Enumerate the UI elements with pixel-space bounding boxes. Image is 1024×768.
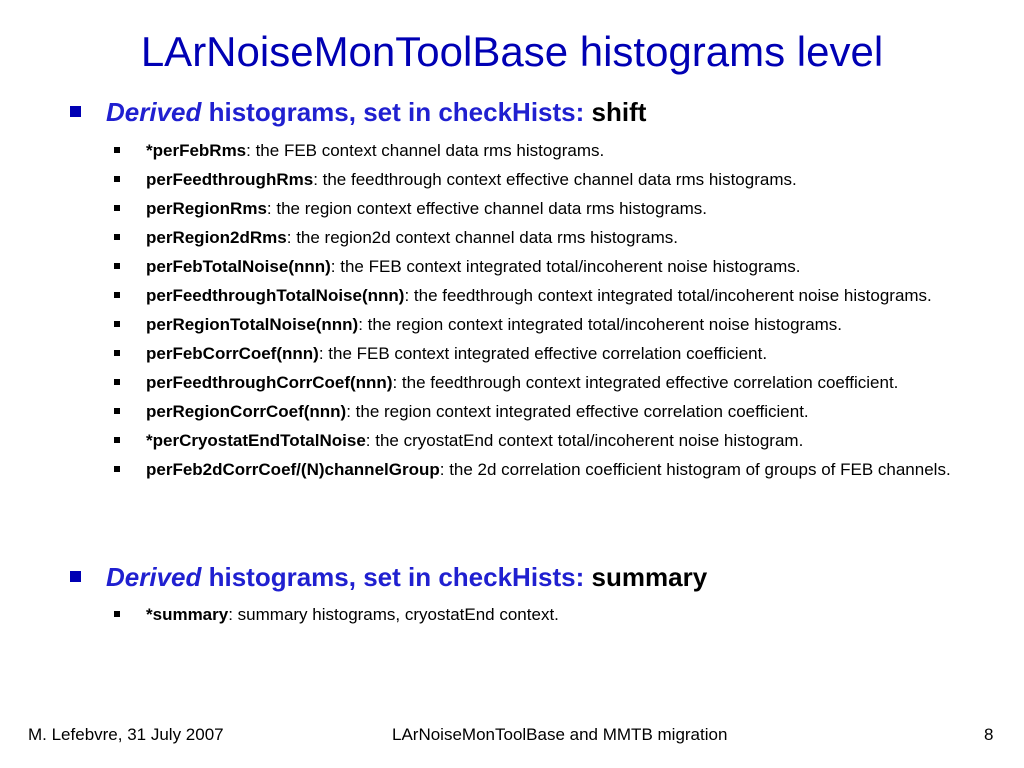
histogram-name: perFeedthroughTotalNoise(nnn) (146, 286, 405, 305)
section-heading-derived: Derived (106, 562, 202, 592)
section-heading-derived: Derived (106, 97, 202, 127)
section-heading-middle: histograms, set in checkHists: (201, 97, 592, 127)
histogram-name: perRegionTotalNoise(nnn) (146, 315, 359, 334)
summary-histogram-list (110, 603, 970, 632)
list-item (110, 255, 970, 278)
histogram-name: perRegionRms (146, 199, 267, 218)
section-heading-text (106, 96, 646, 128)
bullet-icon (114, 147, 120, 153)
histogram-name: perFeedthroughRms (146, 170, 314, 189)
histogram-description: : summary histograms, cryostatEnd context. (228, 605, 559, 624)
bullet-icon (114, 321, 120, 327)
list-item (110, 458, 970, 481)
bullet-icon (114, 263, 120, 269)
histogram-description: : the region context integrated effective correlation coefficient. (346, 402, 809, 421)
histogram-description: : the FEB context integrated effective correlation coefficient. (318, 344, 768, 363)
footer-page-number: 8 (984, 725, 994, 744)
histogram-description: : the region2d context channel data rms histograms. (286, 228, 678, 247)
bullet-icon (114, 611, 120, 617)
section-heading-text (106, 561, 707, 593)
shift-histogram-list (110, 139, 970, 487)
bullet-icon (114, 466, 120, 472)
bullet-icon (114, 350, 120, 356)
bullet-icon (114, 292, 120, 298)
list-item (110, 313, 970, 336)
list-item (110, 371, 970, 394)
histogram-description: : the feedthrough context effective channel data rms histograms. (313, 170, 797, 189)
bullet-icon (114, 408, 120, 414)
histogram-name: *summary (146, 605, 229, 624)
histogram-name: perFebCorrCoef(nnn) (146, 344, 319, 363)
list-item (110, 226, 970, 249)
footer-author-date: M. Lefebvre, 31 July 2007 (28, 725, 224, 744)
histogram-description: : the cryostatEnd context total/incoherent noise histogram. (365, 431, 804, 450)
list-item (110, 429, 970, 452)
section-heading-keyword: shift (591, 97, 647, 127)
bullet-icon (114, 205, 120, 211)
histogram-description: : the feedthrough context integrated effective correlation coefficient. (392, 373, 899, 392)
list-item (110, 139, 970, 162)
bullet-icon (114, 437, 120, 443)
histogram-description: : the 2d correlation coefficient histogram of groups of FEB channels. (439, 460, 951, 479)
list-item (110, 197, 970, 220)
list-item (110, 284, 970, 307)
square-bullet-icon (70, 571, 81, 582)
footer-presentation-title: LArNoiseMonToolBase and MMTB migration (392, 725, 728, 744)
histogram-description: : the region context integrated total/incoherent noise histograms. (358, 315, 843, 334)
list-item (110, 400, 970, 423)
histogram-name: *perCryostatEndTotalNoise (146, 431, 366, 450)
histogram-name: perFeb2dCorrCoef/(N)channelGroup (146, 460, 440, 479)
list-item (110, 342, 970, 365)
histogram-name: perFebTotalNoise(nnn) (146, 257, 331, 276)
section-heading-keyword: summary (591, 562, 708, 592)
histogram-name: *perFebRms (146, 141, 247, 160)
histogram-description: : the feedthrough context integrated total/incoherent noise histograms. (404, 286, 932, 305)
section-heading-middle: histograms, set in checkHists: (201, 562, 592, 592)
histogram-name: perRegion2dRms (146, 228, 287, 247)
square-bullet-icon (70, 106, 81, 117)
bullet-icon (114, 176, 120, 182)
histogram-name: perFeedthroughCorrCoef(nnn) (146, 373, 393, 392)
list-item (110, 603, 970, 626)
histogram-description: : the region context effective channel data rms histograms. (266, 199, 707, 218)
list-item (110, 168, 970, 191)
histogram-description: : the FEB context integrated total/incoherent noise histograms. (330, 257, 801, 276)
histogram-description: : the FEB context channel data rms histograms. (246, 141, 605, 160)
bullet-icon (114, 379, 120, 385)
slide-title: LArNoiseMonToolBase histograms level (140, 28, 884, 75)
histogram-name: perRegionCorrCoef(nnn) (146, 402, 347, 421)
bullet-icon (114, 234, 120, 240)
